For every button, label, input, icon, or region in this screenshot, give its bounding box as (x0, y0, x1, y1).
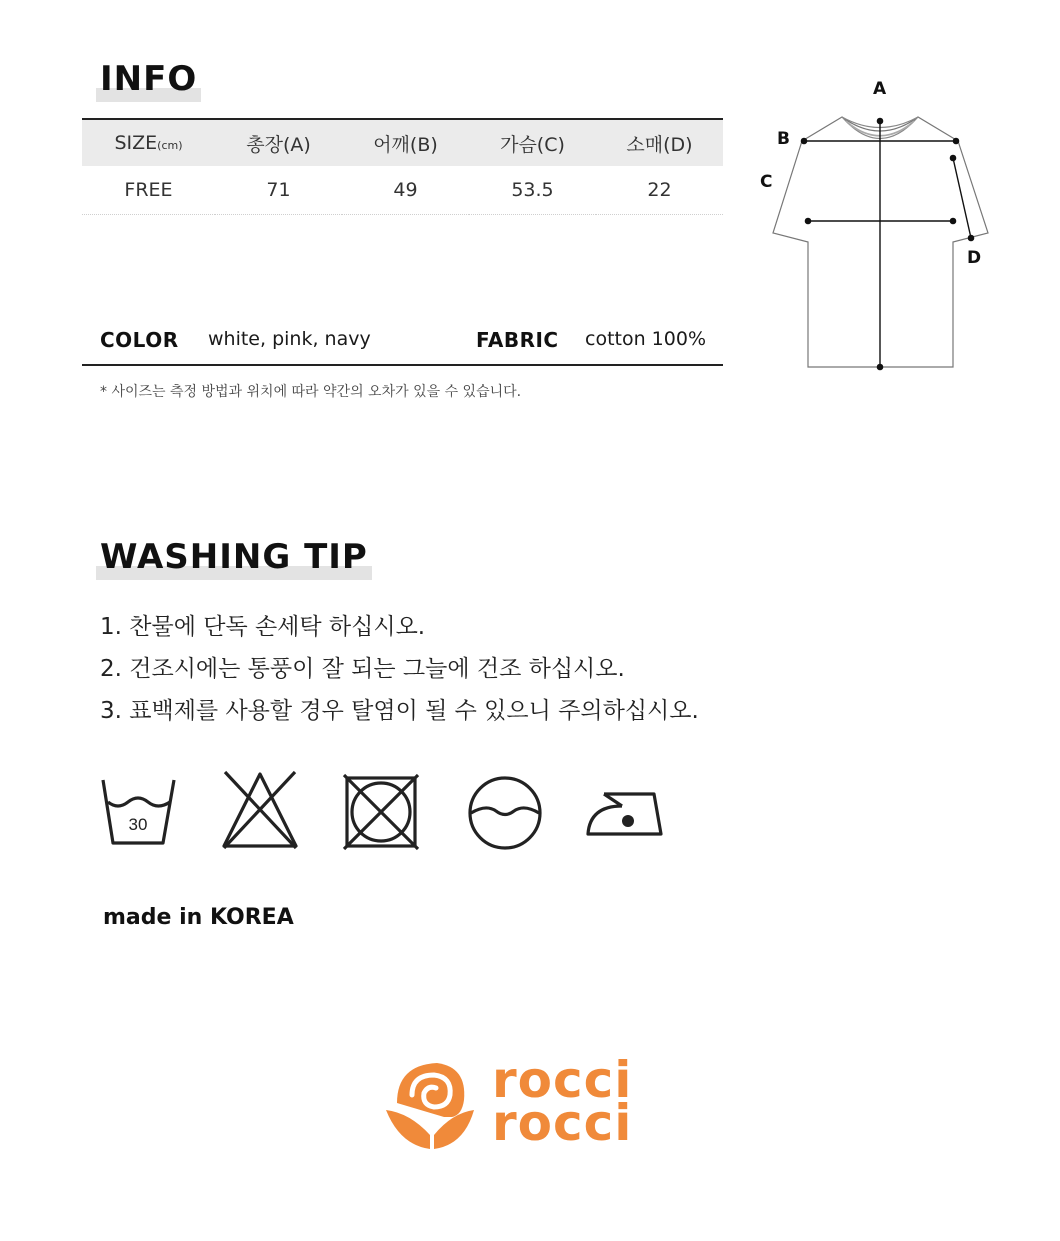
iron-low-icon (584, 786, 666, 840)
diagram-label-a: A (873, 79, 887, 99)
chest-cell: 53.5 (469, 166, 596, 215)
chest-header: 가슴(C) (469, 119, 596, 166)
shoulder-cell: 49 (342, 166, 469, 215)
washing-heading (100, 537, 368, 577)
wash-temp-label: 30 (128, 815, 148, 834)
spec-row (82, 320, 723, 366)
length-cell: 71 (215, 166, 342, 215)
measure-line-d (953, 158, 971, 238)
origin-label: made in KOREA (103, 905, 294, 930)
rose-icon (382, 1055, 482, 1155)
diagram-label-b: B (777, 129, 790, 149)
size-table (82, 118, 723, 215)
info-heading-text: INFO (100, 59, 198, 99)
tshirt-diagram (765, 100, 995, 380)
info-heading (100, 59, 198, 99)
dry-clean-icon (466, 774, 544, 852)
sleeve-header: 소매(D) (596, 119, 723, 166)
washing-tip-3: 3. 표백제를 사용할 경우 탈염이 될 수 있으니 주의하십시오. (100, 698, 699, 724)
no-tumble-dry-icon (342, 772, 420, 852)
brand-wordmark-line-2: rocci (492, 1094, 633, 1152)
shoulder-header: 어깨(B) (342, 119, 469, 166)
washing-tip-1: 1. 찬물에 단독 손세탁 하십시오. (100, 614, 426, 640)
size-note: * 사이즈는 측정 방법과 위치에 따라 약간의 오차가 있을 수 있습니다. (100, 384, 522, 400)
brand-wordmark-line-1: rocci (492, 1051, 633, 1109)
fabric-label: FABRIC (476, 328, 559, 352)
size-header-label: SIZE (114, 132, 158, 154)
color-value: white, pink, navy (208, 328, 371, 350)
color-label: COLOR (100, 328, 179, 352)
washing-tip-2: 2. 건조시에는 통풍이 잘 되는 그늘에 건조 하십시오. (100, 656, 625, 682)
table-row (82, 166, 723, 215)
no-bleach-icon (220, 768, 300, 852)
fabric-value: cotton 100% (585, 328, 706, 350)
diagram-label-c: C (760, 172, 773, 192)
length-header: 총장(A) (215, 119, 342, 166)
size-header-unit: (cm) (157, 139, 183, 152)
size-table-header-row (82, 119, 723, 166)
wash-30-icon (100, 776, 178, 846)
washing-heading-text: WASHING TIP (100, 537, 368, 577)
size-cell: FREE (82, 166, 215, 215)
sleeve-cell: 22 (596, 166, 723, 215)
diagram-label-d: D (967, 248, 982, 268)
size-header (82, 119, 215, 166)
